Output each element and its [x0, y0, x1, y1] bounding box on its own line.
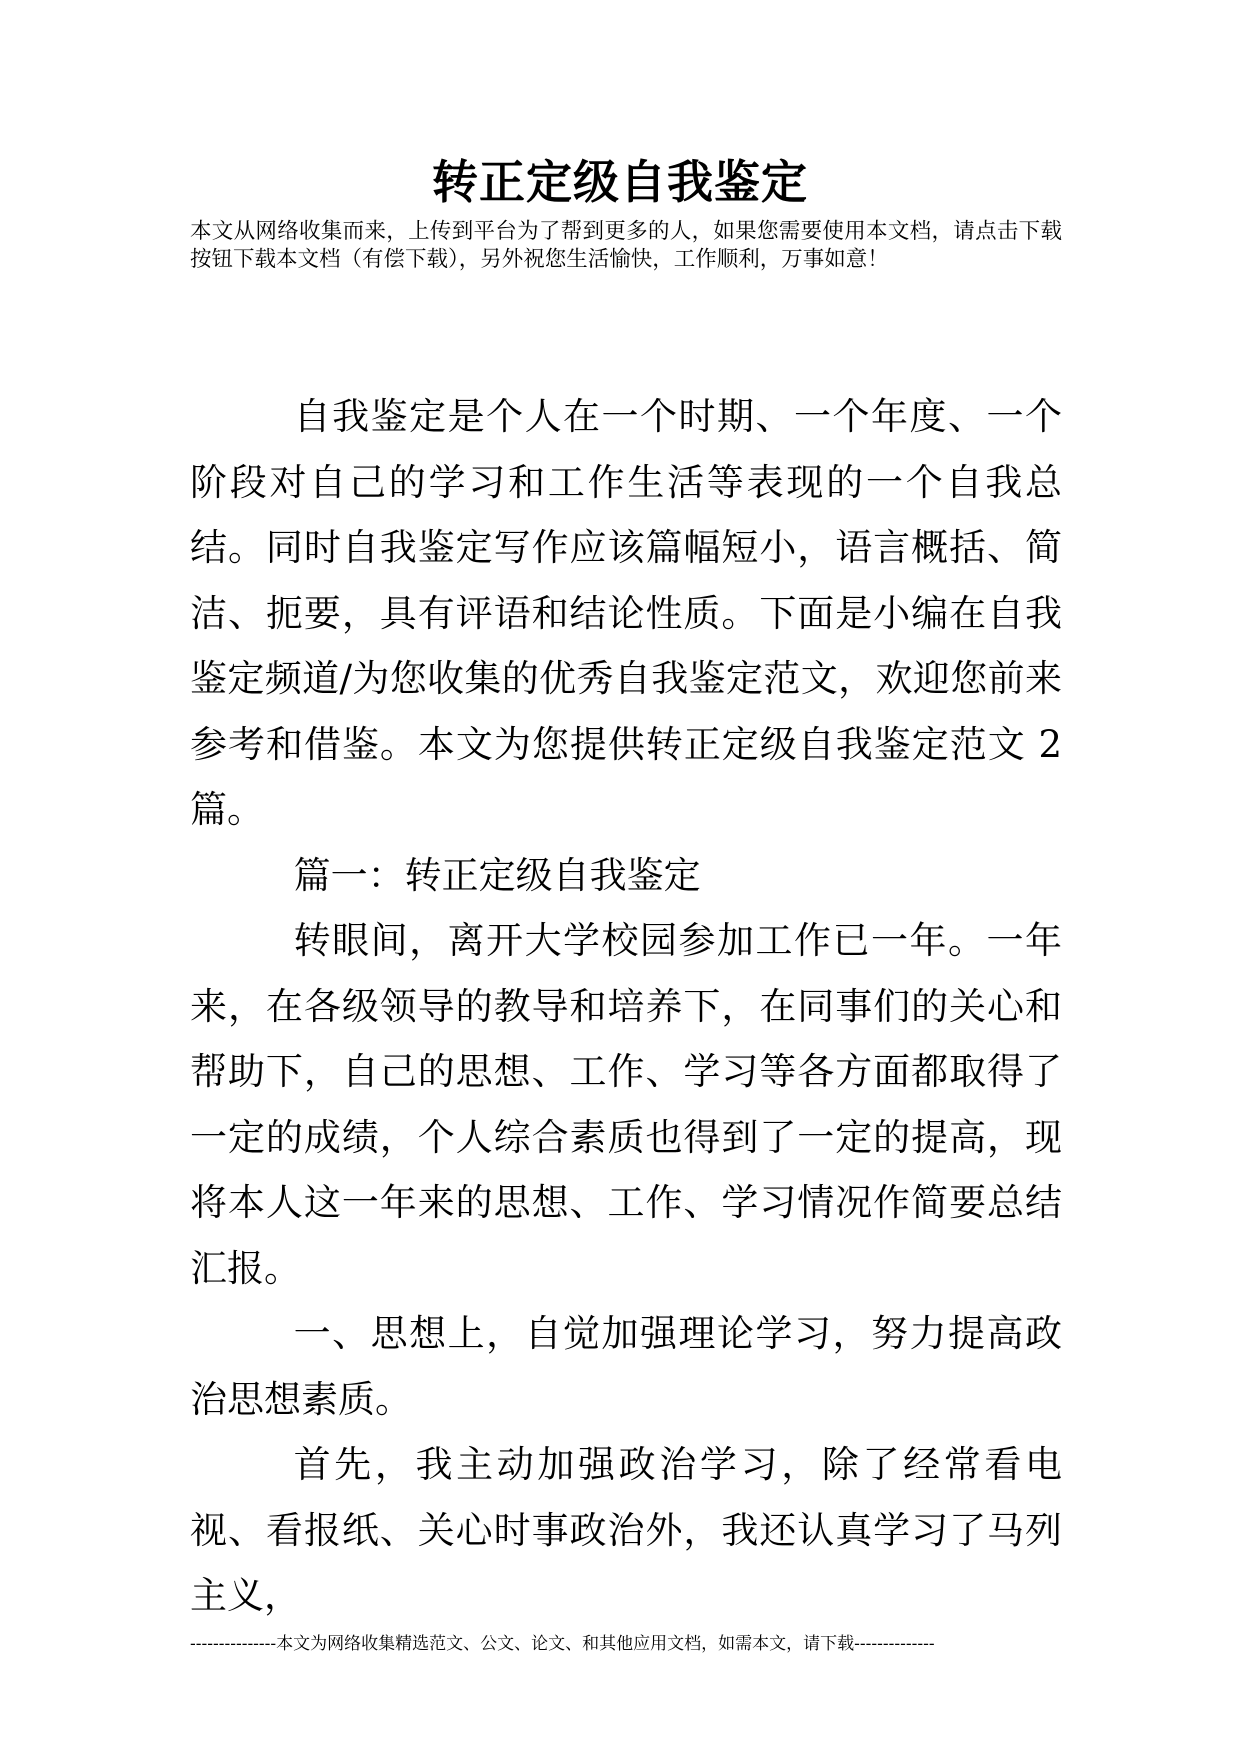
page-footer: ---------------本文为网络收集精选范文、公文、论文、和其他应用文档，如需本文，请下载-------------- [190, 1634, 935, 1654]
body-paragraph: 首先，我主动加强政治学习，除了经常看电视、看报纸、关心时事政治外，我还认真学习了马列主义， [190, 1443, 1062, 1617]
document-body [190, 384, 1062, 1629]
body-paragraph: 自我鉴定是个人在一个时期、一个年度、一个阶段对自己的学习和工作生活等表现的一个自我总结。同时自我鉴定写作应该篇幅短小，语言概括、简洁、扼要，具有评语和结论性质。下面是小编在自我鉴定频道/为您收集的优秀自我鉴定范文，欢迎您前来参考和借鉴。本文为您提供转正定级自我鉴定范文 2篇。 [190, 395, 1062, 831]
download-notice: 本文从网络收集而来，上传到平台为了帮到更多的人，如果您需要使用本文档，请点击下载按钮下载本文档（有偿下载），另外祝您生活愉快，工作顺利，万事如意！ [190, 219, 1062, 272]
section-heading: 篇一：转正定级自我鉴定 [293, 853, 701, 897]
body-paragraph: 转眼间，离开大学校园参加工作已一年。一年来，在各级领导的教导和培养下，在同事们的关心和帮助下，自己的思想、工作、学习等各方面都取得了一定的成绩，个人综合素质也得到了一定的提高，现将本人这一年来的思想、工作、学习情况作简要总结汇报。 [190, 919, 1062, 1290]
subsection-heading: 一、思想上，自觉加强理论学习，努力提高政治思想素质。 [190, 1312, 1062, 1421]
document-title: 转正定级自我鉴定 [432, 155, 808, 209]
